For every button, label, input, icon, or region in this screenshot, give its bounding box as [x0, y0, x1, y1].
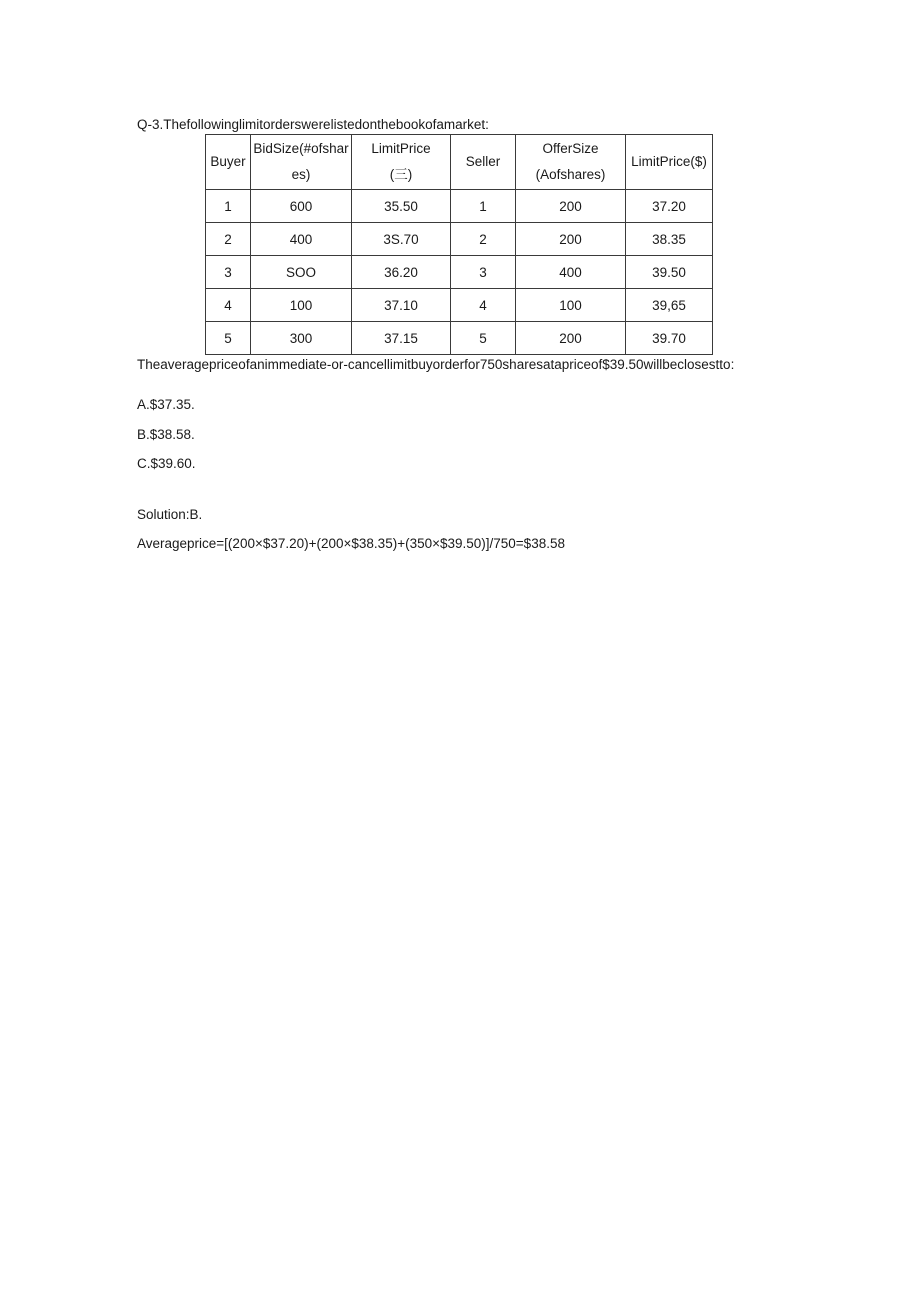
- cell-buyer: 2: [206, 223, 251, 256]
- header-offer-size-line1: OfferSize: [542, 141, 599, 156]
- cell-offer-size: 100: [516, 289, 626, 322]
- cell-offer-price: 37.20: [626, 190, 713, 223]
- header-bid-price-line1: LimitPrice: [371, 141, 431, 156]
- header-seller: Seller: [451, 135, 516, 190]
- cell-offer-price: 39.70: [626, 322, 713, 355]
- cell-buyer: 4: [206, 289, 251, 322]
- question-text: Q-3.Thefollowinglimitorderswerelistedonthebookofamarket:: [137, 117, 489, 132]
- cell-bid-price: 35.50: [352, 190, 451, 223]
- table-header-row: [206, 135, 713, 190]
- header-bid-size: [251, 135, 352, 190]
- table-row: [206, 190, 713, 223]
- cell-seller: 1: [451, 190, 516, 223]
- table-row: [206, 223, 713, 256]
- cell-bid-price: 3S.70: [352, 223, 451, 256]
- cell-bid-price: 36.20: [352, 256, 451, 289]
- table-row: [206, 289, 713, 322]
- cell-seller: 3: [451, 256, 516, 289]
- header-offer-limit-price: LimitPrice($): [626, 135, 713, 190]
- option-c: C.$39.60.: [137, 456, 196, 471]
- header-offer-size-line2: (Aofshares): [535, 167, 606, 182]
- cell-offer-size: 400: [516, 256, 626, 289]
- cell-bid-price: 37.15: [352, 322, 451, 355]
- cell-offer-size: 200: [516, 190, 626, 223]
- order-book-table: [205, 134, 713, 355]
- header-bid-limit-price: [352, 135, 451, 190]
- cell-seller: 4: [451, 289, 516, 322]
- question-statement: Theaveragepriceofanimmediate-or-cancellimitbuyorderfor750sharesatapriceof$39.50willbeclosestto:: [137, 357, 735, 372]
- cell-buyer: 1: [206, 190, 251, 223]
- cell-offer-size: 200: [516, 223, 626, 256]
- solution-text: Solution:B.: [137, 507, 203, 522]
- header-bid-size-line1: BidSize(#ofshar: [253, 141, 349, 156]
- cell-bid-size: SOO: [251, 256, 352, 289]
- cell-bid-size: 100: [251, 289, 352, 322]
- option-b: B.$38.58.: [137, 427, 195, 442]
- table-row: [206, 322, 713, 355]
- header-bid-size-line2: es): [291, 167, 311, 182]
- cell-buyer: 3: [206, 256, 251, 289]
- cell-bid-price: 37.10: [352, 289, 451, 322]
- cell-buyer: 5: [206, 322, 251, 355]
- header-buyer: Buyer: [206, 135, 251, 190]
- cell-bid-size: 600: [251, 190, 352, 223]
- table-row: [206, 256, 713, 289]
- cell-seller: 5: [451, 322, 516, 355]
- option-a: A.$37.35.: [137, 397, 195, 412]
- header-offer-size: [516, 135, 626, 190]
- cell-bid-size: 300: [251, 322, 352, 355]
- cell-offer-price: 38.35: [626, 223, 713, 256]
- cell-offer-price: 39.50: [626, 256, 713, 289]
- cell-offer-size: 200: [516, 322, 626, 355]
- header-bid-price-line2: (三): [389, 167, 413, 182]
- cell-seller: 2: [451, 223, 516, 256]
- calculation-text: Averageprice=[(200×$37.20)+(200×$38.35)+(350×$39.50)]/750=$38.58: [137, 536, 565, 551]
- cell-bid-size: 400: [251, 223, 352, 256]
- cell-offer-price: 39,65: [626, 289, 713, 322]
